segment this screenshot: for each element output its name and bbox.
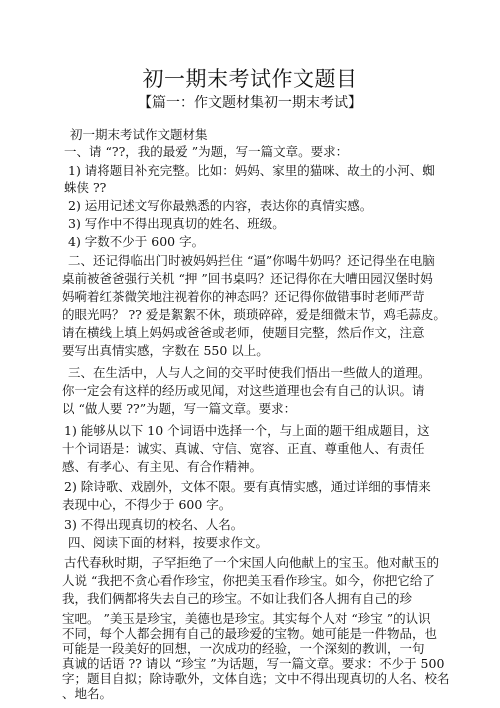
text-line-31: 字；题目自拟；除诗歌外，文体自选；文中不得出现真切的人名、校名 <box>62 671 450 686</box>
text-line-14: 三、在生活中，人与人之间的交平时使我们悟出一些做人的道理。 <box>68 365 431 380</box>
text-line-22: 3) 不得出现真切的校名、人名。 <box>64 517 244 532</box>
text-line-3: 1) 请将题目补充完整。比如：妈妈、家里的猫咪、故土的小河、蜘 <box>68 163 435 178</box>
text-line-27: 宝吧。 ”美玉是珍宝，美德也是珍宝。其实每个人对 “珍宝 ”的认识 <box>62 611 431 626</box>
text-line-8: 二、还记得临出门时被妈妈拦住 “逼”你喝牛奶吗？还记得坐在电脑 <box>68 253 435 268</box>
document-title: 初一期末考试作文题目 <box>142 67 358 91</box>
text-line-26: 我，我们俩都将失去自己的珍宝。不如让我们各人拥有自己的珍 <box>62 591 413 606</box>
text-line-29: 可能是一段美好的回想，一次成功的经验，一个深刻的教训，一句 <box>62 641 425 656</box>
text-line-1: 初一期末考试作文题材集 <box>70 127 208 142</box>
text-line-9: 桌前被爸爸强行关机 “押 ”回书桌吗？还记得你在大嘈田园汉堡时妈 <box>62 271 433 286</box>
text-line-18: 十个词语是：诚实、真诚、守信、宽容、正直、尊重他人、有责任 <box>62 441 425 456</box>
text-line-28: 不同，每个人都会拥有自己的最珍爱的宝物。她可能是一件物品，也 <box>62 626 438 641</box>
text-line-25: 人说 “我把不贪心看作珍宝，你把美玉看作珍宝。如今，你把它给了 <box>62 573 435 588</box>
text-line-15: 你一定会有这样的经历或见闻，对这些道理也会有自己的认识。请 <box>62 383 425 398</box>
text-line-23: 四、阅读下面的材料，按要求作文。 <box>68 535 269 550</box>
text-line-12: 请在横线上填上妈妈或爸爸或老师，使题目完整，然后作文，注意 <box>62 325 425 340</box>
text-line-4: 蛛侠 ?? <box>64 180 107 195</box>
text-line-32: 、地名。 <box>62 686 113 701</box>
text-line-2: 一、请 “??，我的最爱 ”为题，写一篇文章。要求： <box>64 144 349 159</box>
document-subtitle: 【篇一：作文题材集初一期末考试】 <box>138 95 362 111</box>
text-line-24: 古代春秋时期，子罕拒绝了一个宋国人向他献上的宝玉。他对献玉的 <box>64 555 440 570</box>
text-line-16: 以 “做人要 ??”为题，写一篇文章。要求： <box>62 401 297 416</box>
text-line-19: 感、有孝心、有主见、有合作精神。 <box>62 459 263 474</box>
text-line-21: 表现中心，不得少于 600 字。 <box>62 497 232 512</box>
text-line-17: 1) 能够从以下 10 个词语中选择一个，与上面的题干组成题目，这 <box>64 423 430 438</box>
text-line-6: 3) 写作中不得出现真切的姓名、班级。 <box>68 216 285 231</box>
text-line-11: 的眼光吗？ ?? 爱是絮絮不休，琐琐碎碎，爱是细微末节，鸡毛蒜皮。 <box>62 307 446 322</box>
text-line-5: 2) 运用记述文写你最熟悉的内容，表达你的真情实感。 <box>68 198 373 213</box>
text-line-10: 妈嗬着红茶微笑地注视着你的神态吗？还记得你做错事时老师严苛 <box>62 289 425 304</box>
text-line-7: 4) 字数不少于 600 字。 <box>68 234 205 249</box>
text-line-13: 要写出真情实感，字数在 550 以上。 <box>62 343 269 358</box>
text-line-30: 真诚的话语 ?? 请以 “珍宝 ”为话题，写一篇文章。要求：不少于 500 <box>62 656 445 671</box>
text-line-20: 2) 除诗歌、戏剧外，文体不限。要有真情实感，通过详细的事情来 <box>64 479 431 494</box>
